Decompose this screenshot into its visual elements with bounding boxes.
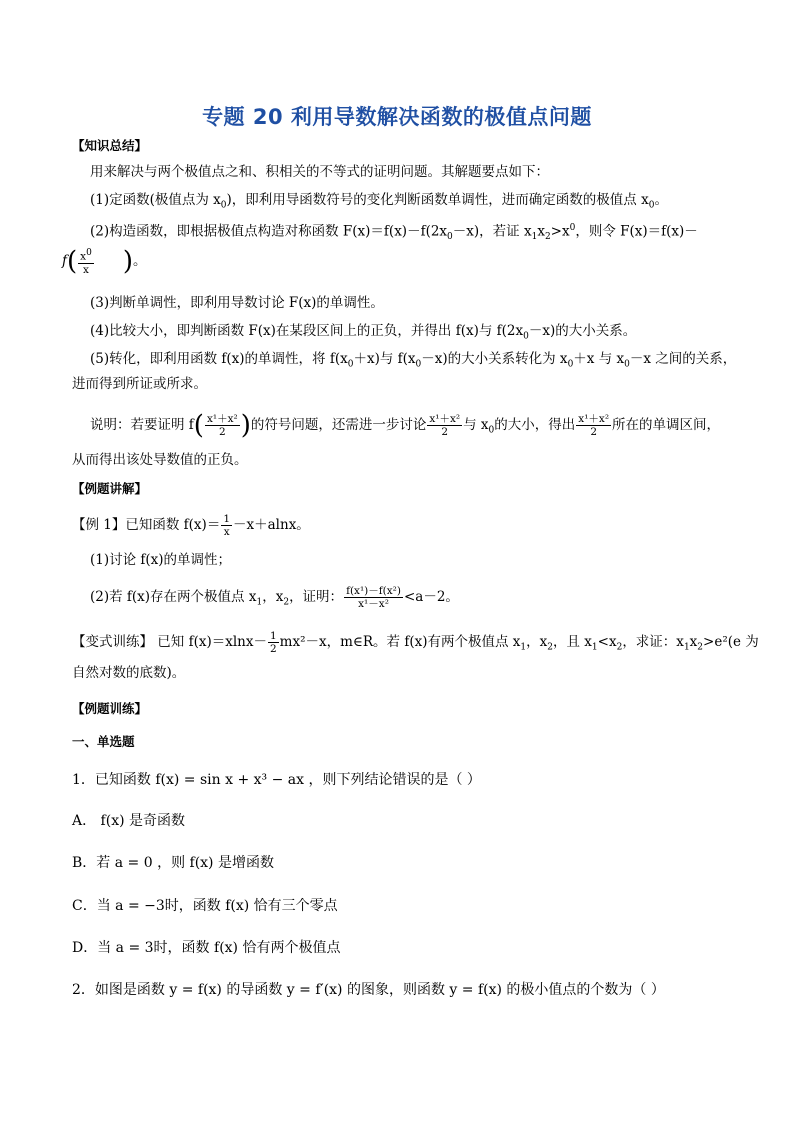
section-knowledge-header: 【知识总结】 [72,138,148,153]
knowledge-step-3: (3)判断单调性，即利用导数讨论 F(x)的单调性。 [90,295,384,311]
knowledge-step-2-continued: f( $\frac{x0}{x}$ )。 [62,246,147,277]
knowledge-note-continued: 从而得出该处导数值的正负。 [72,452,248,468]
example-1-part-1: (1)讨论 f(x)的单调性； [90,552,232,568]
question-1-option-a: A． f(x) 是奇函数 [72,813,186,829]
question-1: 1．已知函数 f(x) = sin x + x³ − ax ，则下列结论错误的是（ ） [72,772,481,788]
knowledge-step-4: (4)比较大小，即判断函数 F(x)在某段区间上的正负，并得出 f(x)与 $f(2x_0-x)$的大小关系。 [90,323,637,342]
page-title: 专题 20 利用导数解决函数的极值点问题 [202,105,592,129]
question-2: 2．如图是函数 y = f(x) 的导函数 y = f′(x) 的图象，则函数 y = f(x) 的极小值点的个数为（ ） [72,982,665,998]
knowledge-step-5-continued: 进而得到所证或所求。 [72,376,207,392]
knowledge-step-1: (1)定函数(极值点为 $x_0$)，即利用导函数符号的变化判断函数单调性，进而确定函数的极值点 $x_0$。 [90,192,668,211]
knowledge-intro: 用来解决与两个极值点之和、积相关的不等式的证明问题。其解题要点如下： [90,164,549,180]
knowledge-note: 说明：若要证明 f( $\frac{\text{x¹＋x²}}{2}$ )的符号问题，还需进一步讨论 $\frac{\text{x¹＋x²}}{2}$ 与 $x_0$的大小，得出 $\frac{\text{x¹＋x²}}{2}$ 所在的单调区间， [90,410,721,441]
section-practice-header: 【例题训练】 [72,701,148,716]
variant-training: 【变式训练】 已知 f(x)＝xlnx－ $\frac{1}{2}$ mx²－x，m∈R。若 f(x)有两个极值点 $x_1$，$x_2$，且 $x_1<x_2$，求证：$x_1x_2>e^2(e$ 为 [72,630,759,655]
knowledge-step-2: (2)构造函数，即根据极值点构造对称函数 $F(x)=f(x)-f(2x_0-x)$，若证 $x_1x_2>x^0$，则令 F(x)＝f(x)－ [90,223,698,243]
question-1-option-c: C．当 a = −3时，函数 f(x) 恰有三个零点 [72,898,338,914]
knowledge-step-5: (5)转化，即利用函数 f(x)的单调性，将 $f(x_0+x)$与 $f(x_0-x)$的大小关系转化为 $x_0+x$ 与 $x_0-x$ 之间的关系， [90,351,737,370]
question-1-option-b: B．若 a = 0 ，则 f(x) 是增函数 [72,855,274,871]
section-single-choice-header: 一、单选题 [72,734,135,749]
example-1-part-2: (2)若 f(x)存在两个极值点 $x_1$，$x_2$，证明： $\frac{\text{f(x¹)－f(x²)}}{\text{x¹－x²}}$ <a－2。 [90,585,459,610]
section-examples-header: 【例题讲解】 [72,481,148,496]
variant-training-continued: 自然对数的底数)。 [72,665,186,681]
example-1-statement: 【例 1】已知函数 f(x)＝ $\frac{1}{x}$ －x＋alnx。 [72,513,310,538]
question-1-option-d: D．当 a = 3时，函数 f(x) 恰有两个极值点 [72,940,341,956]
